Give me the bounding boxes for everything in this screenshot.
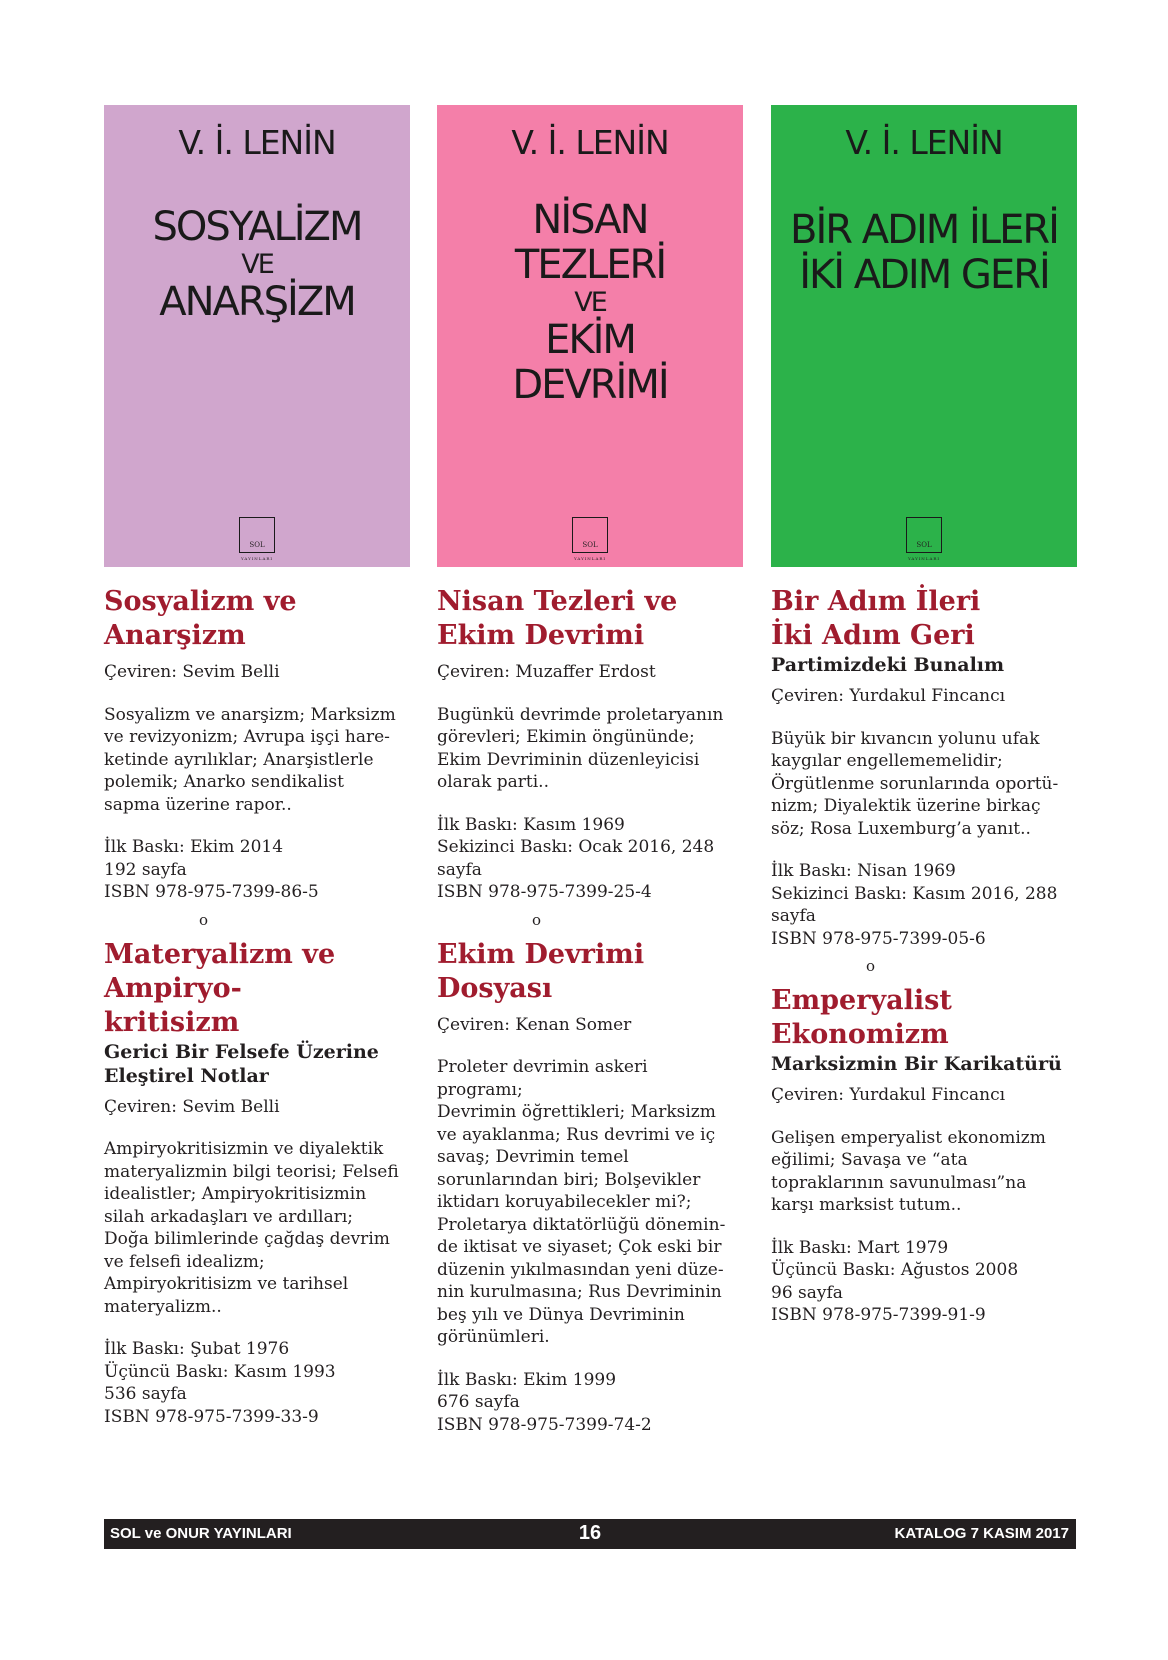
book-info-line: sayfa [437, 859, 482, 880]
book-description-line: polemik; Anarko sendikalist [104, 772, 344, 792]
spacer [104, 1318, 404, 1338]
cover-author: V. İ. LENİN [511, 123, 669, 162]
book-description-line: topraklarının savunulması”na [771, 1172, 1027, 1193]
book-translator: Çeviren: Kenan Somer [437, 1014, 632, 1035]
book-title-line: Emperyalist [771, 985, 952, 1016]
book-description-line: silah arkadaşları ve ardılları; [104, 1206, 354, 1227]
book-cover-3 [771, 105, 1077, 567]
cover-title-line: ANARŞİZM [159, 279, 355, 325]
entry-separator: o [532, 910, 542, 929]
footer-catalog: KATALOG 7 KASIM 2017 [894, 1525, 1069, 1542]
cover-title-line: BİR ADIM İLERİ [790, 207, 1058, 253]
spacer [771, 1076, 1071, 1084]
spacer [437, 794, 737, 814]
book-title-line: Ekim Devrimi [437, 938, 645, 970]
logo-text: SOL [582, 541, 598, 549]
book-title-line: İki Adım Geri [771, 620, 975, 651]
book-description-line: idealistler; Ampiryokritisizmin [104, 1184, 367, 1204]
spacer [437, 1006, 737, 1014]
publisher-logo [906, 517, 942, 561]
book-info-line: İlk Baskı: Mart 1979 [771, 1237, 949, 1258]
book-info-line: sayfa [771, 906, 816, 926]
page-footer [104, 1519, 1076, 1549]
spacer [437, 1036, 737, 1056]
book-info-line: İlk Baskı: Kasım 1969 [437, 814, 625, 835]
book-title-line: Bir Adım İleri [771, 586, 981, 617]
book-description-line: nin kurulmasına; Rus Devriminin [437, 1282, 722, 1302]
book-info-line: ISBN 978-975-7399-05-6 [771, 928, 986, 949]
book-subtitle: Eleştirel Notlar [104, 1064, 269, 1087]
cover-author: V. İ. LENİN [845, 123, 1003, 162]
book-description-line: materyalizm.. [104, 1296, 222, 1317]
book-title-line: Ampiryo- [104, 972, 242, 1004]
publisher-logo [572, 517, 608, 561]
book-subtitle: Gerici Bir Felsefe Üzerine [104, 1040, 379, 1063]
spacer [104, 653, 404, 661]
book-column-2 [437, 105, 737, 1436]
logo-subtext: YAYINLARI [241, 556, 273, 561]
book-title-line: Dosyası [437, 972, 553, 1004]
spacer [771, 677, 1071, 685]
spacer [104, 1088, 404, 1096]
book-description-line: görünümleri. [437, 1327, 550, 1347]
book-info-line: ISBN 978-975-7399-25-4 [437, 882, 652, 902]
book-description-line: Örgütlenme sorunlarında oportü- [771, 773, 1059, 794]
book-description-line: iktidarı koruyabilecekler mi?; [437, 1192, 692, 1212]
book-description-line: ve ayaklanma; Rus devrimi ve iç [437, 1124, 716, 1145]
book-title-line: Nisan Tezleri ve [437, 586, 678, 617]
cover-title-line: VE [241, 249, 273, 280]
book-info-line: Üçüncü Baskı: Ağustos 2008 [771, 1260, 1019, 1280]
book-description-line: eğilimi; Savaşa ve “ata [771, 1150, 968, 1170]
book-description-line: ve felsefi idealizm; [104, 1251, 265, 1272]
book-translator: Çeviren: Yurdakul Fincancı [771, 1085, 1006, 1105]
footer-publisher: SOL ve ONUR YAYINLARI [110, 1525, 292, 1542]
book-info-line: İlk Baskı: Ekim 2014 [104, 837, 284, 857]
book-translator: Çeviren: Muzaffer Erdost [437, 662, 656, 682]
cover-title-line: EKİM [545, 317, 635, 363]
book-title-line: Ekonomizm [771, 1019, 949, 1050]
book-info-line: İlk Baskı: Nisan 1969 [771, 861, 956, 881]
book-description-line: de iktisat ve siyaset; Çok eski bir [437, 1237, 722, 1257]
book-description-line: Proleter devrimin askeri programı; [437, 1057, 648, 1100]
book-description-line: Ekim Devriminin düzenleyicisi [437, 749, 700, 770]
book-description-line: görevleri; Ekimin öngününde; [437, 727, 695, 747]
book-description-line: Sosyalizm ve anarşizm; Marksizm [104, 704, 396, 725]
logo-text: SOL [249, 541, 265, 549]
book-info-line: 676 sayfa [437, 1392, 520, 1412]
book-description-line: Ampiryokritisizmin ve diyalektik [104, 1139, 384, 1159]
spacer [771, 840, 1071, 860]
book-info-line: Sekizinci Baskı: Ocak 2016, 248 [437, 837, 715, 857]
book-description-line: düzenin yıkılmasından yeni düze- [437, 1259, 724, 1280]
spacer [771, 1107, 1071, 1127]
book-column-3 [771, 105, 1071, 1327]
book-info-line: 536 sayfa [104, 1384, 187, 1404]
book-info-line: 96 sayfa [771, 1282, 843, 1303]
book-info-line: ISBN 978-975-7399-86-5 [104, 882, 319, 902]
book-description-line: savaş; Devrimin temel [437, 1147, 629, 1167]
publisher-logo [239, 517, 275, 561]
book-description-line: Büyük bir kıvancın yolunu ufak [771, 728, 1040, 749]
entry-separator: o [199, 910, 209, 929]
spacer [437, 1349, 737, 1369]
cover-title-line: DEVRİMİ [512, 362, 668, 408]
cover-title [771, 208, 1077, 298]
book-translator: Çeviren: Sevim Belli [104, 662, 280, 682]
book-info-line: Üçüncü Baskı: Kasım 1993 [104, 1361, 336, 1382]
cover-title-line: SOSYALİZM [152, 204, 362, 250]
spacer [771, 708, 1071, 728]
book-title-line: Anarşizm [104, 620, 246, 651]
book-description-line: nizm; Diyalektik üzerine birkaç [771, 796, 1041, 816]
book-title-line: Materyalizm ve [104, 938, 336, 970]
book-info-line: ISBN 978-975-7399-91-9 [771, 1305, 986, 1325]
logo-text: SOL [916, 541, 932, 549]
book-entry [771, 585, 1071, 950]
book-info-line: İlk Baskı: Şubat 1976 [104, 1339, 290, 1359]
page-number: 16 [578, 1522, 602, 1544]
book-description-line: olarak parti.. [437, 772, 549, 792]
book-description-line: Gelişen emperyalist ekonomizm [771, 1127, 1046, 1148]
book-description-line: Ampiryokritisizm ve tarihsel [104, 1274, 349, 1294]
logo-subtext: YAYINLARI [908, 556, 940, 561]
spacer [437, 653, 737, 661]
cover-title-line: VE [574, 287, 606, 318]
book-description-line: beş yılı ve Dünya Devriminin [437, 1304, 685, 1325]
book-subtitle: Marksizmin Bir Karikatürü [771, 1053, 1062, 1075]
book-entry [437, 938, 737, 1437]
book-info-line: Sekizinci Baskı: Kasım 2016, 288 [771, 883, 1058, 904]
spacer [104, 1118, 404, 1138]
book-cover-2 [437, 105, 743, 567]
book-title-line: Ekim Devrimi [437, 620, 645, 651]
book-description-line: sorunlarından biri; Bolşevikler [437, 1169, 701, 1190]
book-description-line: kaygılar engellememelidir; [771, 751, 1003, 771]
book-entry [104, 585, 404, 904]
spacer [104, 684, 404, 704]
cover-title-line: TEZLERİ [514, 242, 666, 288]
book-cover-1 [104, 105, 410, 567]
book-description-line: ve revizyonizm; Avrupa işçi hare- [104, 727, 390, 747]
spacer [771, 1217, 1071, 1237]
book-info-line: ISBN 978-975-7399-33-9 [104, 1406, 319, 1427]
book-entry [437, 585, 737, 904]
logo-subtext: YAYINLARI [574, 556, 606, 561]
book-description-line: Proletarya diktatörlüğü dönemin- [437, 1214, 726, 1235]
book-title-line: kritisizm [104, 1006, 240, 1038]
book-description-line: materyalizmin bilgi teorisi; Felsefi [104, 1161, 399, 1182]
book-translator: Çeviren: Yurdakul Fincancı [771, 686, 1006, 706]
cover-title-line: NİSAN [532, 197, 648, 243]
book-description-line: ketinde ayrılıklar; Anarşistlerle [104, 749, 374, 770]
book-description-line: sapma üzerine rapor.. [104, 794, 292, 815]
book-description-line: söz; Rosa Luxemburg’a yanıt.. [771, 818, 1031, 839]
book-column-1 [104, 105, 404, 1428]
cover-title [104, 205, 410, 325]
spacer [104, 816, 404, 836]
cover-title [437, 198, 743, 408]
book-entry [104, 938, 404, 1429]
book-info-line: 192 sayfa [104, 859, 187, 880]
cover-author: V. İ. LENİN [178, 123, 336, 162]
cover-title-line: İKİ ADIM GERİ [799, 252, 1049, 298]
entry-separator: o [866, 957, 876, 975]
book-info-line: İlk Baskı: Ekim 1999 [437, 1369, 617, 1390]
book-subtitle: Partimizdeki Bunalım [771, 654, 1005, 676]
spacer [437, 684, 737, 704]
book-description-line: Devrimin öğrettikleri; Marksizm [437, 1102, 716, 1122]
book-entry [771, 984, 1071, 1327]
book-title-line: Sosyalizm ve [104, 586, 297, 617]
book-translator: Çeviren: Sevim Belli [104, 1096, 280, 1117]
book-description-line: Bugünkü devrimde proletaryanın [437, 704, 724, 725]
book-description-line: karşı marksist tutum.. [771, 1195, 962, 1215]
book-description-line: Doğa bilimlerinde çağdaş devrim [104, 1229, 390, 1249]
book-info-line: ISBN 978-975-7399-74-2 [437, 1414, 652, 1435]
